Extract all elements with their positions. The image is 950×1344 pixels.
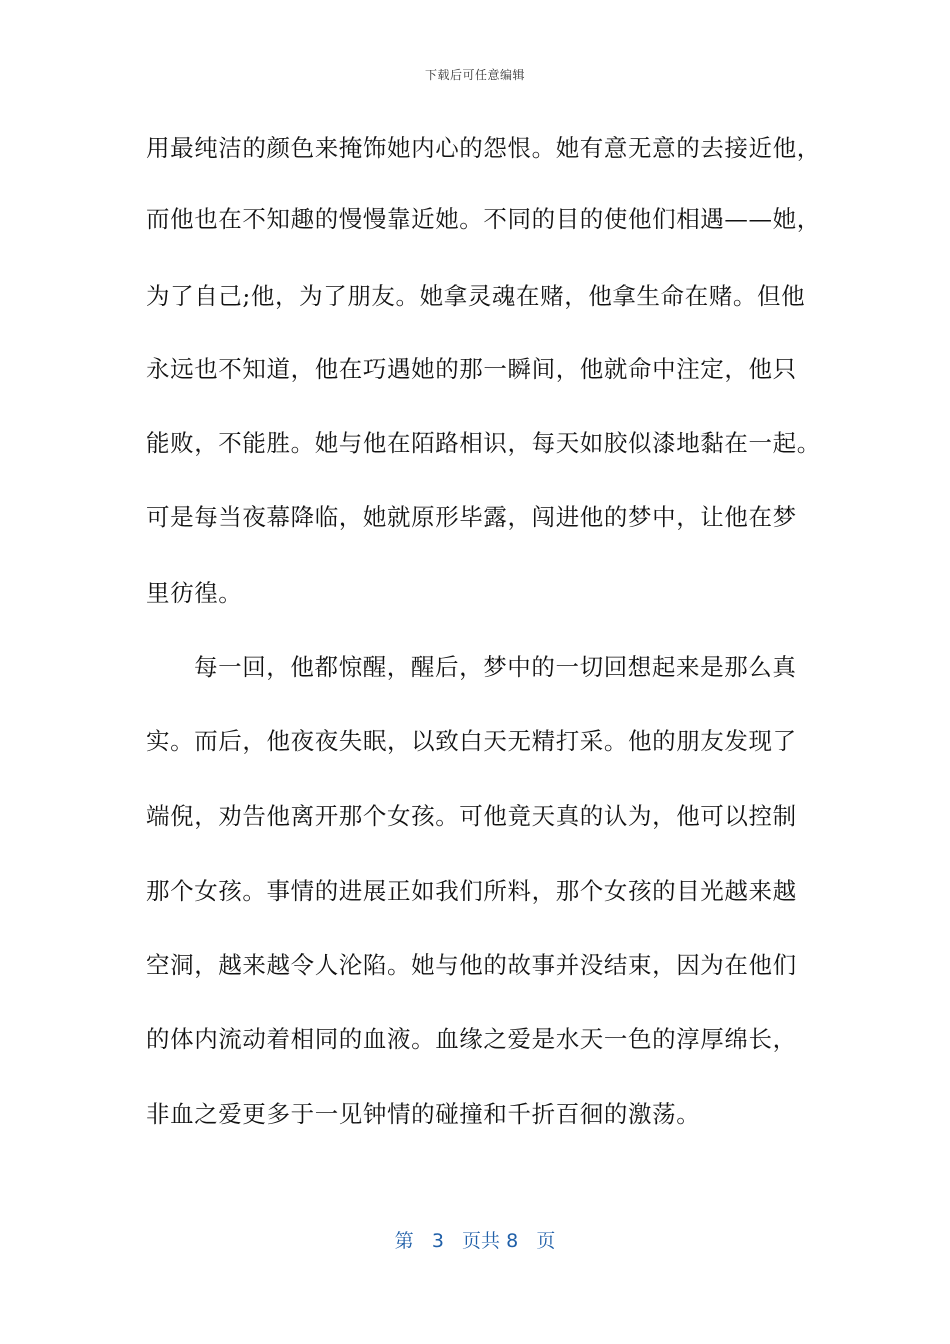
paragraph-line: 永远也不知道，他在巧遇她的那一瞬间，他就命中注定，他只 bbox=[146, 355, 797, 383]
paragraph-line: 能败，不能胜。她与他在陌路相识，每天如胶似漆地黏在一起。 bbox=[146, 429, 821, 457]
paragraph-line: 为了自己;他，为了朋友。她拿灵魂在赌，他拿生命在赌。但他 bbox=[146, 282, 806, 310]
page-number-footer bbox=[0, 1226, 950, 1253]
paragraph-line: 每一回，他都惊醒，醒后，梦中的一切回想起来是那么真 bbox=[194, 653, 797, 681]
footer-suffix: 页 bbox=[536, 1230, 556, 1252]
paragraph-line: 里彷徨。 bbox=[146, 579, 243, 607]
footer-middle: 页共 bbox=[462, 1230, 501, 1252]
paragraph-line: 非血之爱更多于一见钟情的碰撞和千折百徊的激荡。 bbox=[146, 1100, 701, 1128]
footer-prefix: 第 bbox=[394, 1230, 414, 1252]
paragraph-line: 端倪，劝告他离开那个女孩。可他竟天真的认为，他可以控制 bbox=[146, 802, 797, 830]
paragraph-line: 空洞，越来越令人沦陷。她与他的故事并没结束，因为在他们 bbox=[146, 951, 797, 979]
paragraph-line: 用最纯洁的颜色来掩饰她内心的怨恨。她有意无意的去接近他， bbox=[146, 134, 821, 162]
paragraph-line: 实。而后，他夜夜失眠，以致白天无精打采。他的朋友发现了 bbox=[146, 727, 797, 755]
total-page-count: 8 bbox=[506, 1230, 519, 1252]
current-page-number: 3 bbox=[431, 1230, 444, 1252]
page-header: 下载后可任意编辑 bbox=[424, 68, 525, 82]
paragraph-line: 可是每当夜幕降临，她就原形毕露，闯进他的梦中，让他在梦 bbox=[146, 503, 797, 531]
paragraph-line: 的体内流动着相同的血液。血缘之爱是水天一色的淳厚绵长， bbox=[146, 1025, 797, 1053]
paragraph-line: 而他也在不知趣的慢慢靠近她。不同的目的使他们相遇——她， bbox=[146, 205, 821, 233]
paragraph-line: 那个女孩。事情的进展正如我们所料，那个女孩的目光越来越 bbox=[146, 877, 797, 905]
